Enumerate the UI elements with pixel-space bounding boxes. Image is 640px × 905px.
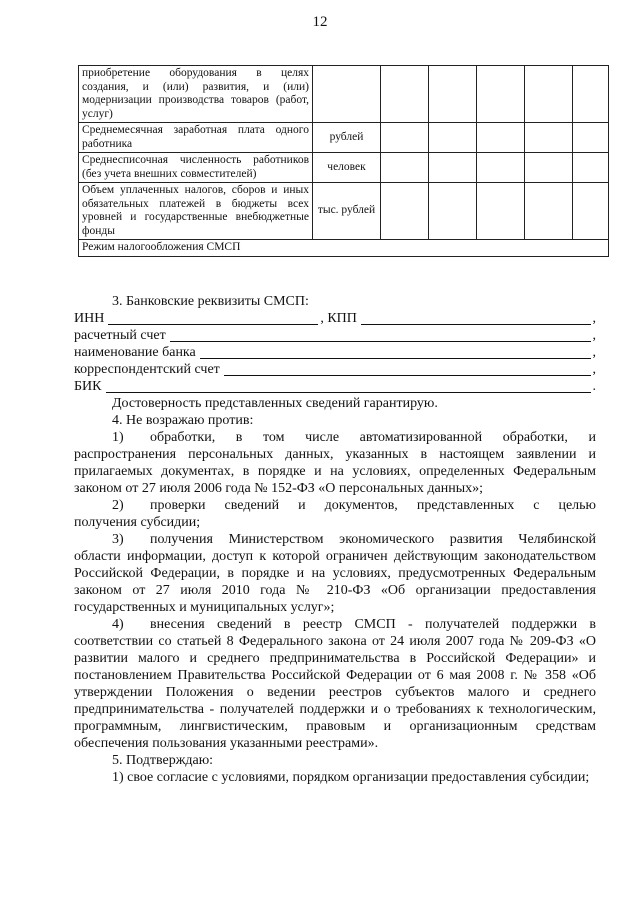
table-row	[79, 123, 609, 153]
row-unit: рублей	[313, 123, 381, 153]
value-cell	[573, 153, 609, 183]
list-item	[74, 531, 596, 616]
item-text: области информации, доступ к которой ограничен действующим законодательством Российской Федерации, в порядке и на условиях, предусмотренных Федеральным законом от 27 июля 2010 года № 210-ФЗ «Об организации предоставления государственных и муниципальных услуг»;	[74, 549, 596, 615]
item-number: 3)	[112, 532, 124, 547]
value-cell	[429, 66, 477, 123]
row-unit	[313, 66, 381, 123]
comma: ,	[592, 328, 596, 343]
item-text: получения субсидии;	[74, 515, 201, 530]
item-first-line: обработки, в том числе автоматизированной обработки, и	[150, 430, 596, 445]
guarantee-text: Достоверность представленных сведений гарантирую.	[112, 396, 438, 411]
item-number: 4)	[112, 617, 124, 632]
page-number: 12	[312, 14, 328, 30]
account-field	[74, 327, 596, 344]
corr-account-label: корреспондентский счет	[74, 362, 220, 377]
row-label: Среднесписочная численность работников (без учета внешних совместителей)	[79, 153, 313, 183]
item-number: 1)	[112, 430, 124, 445]
item-text: распространения персональных данных, указанных в настоящем заявлении и прилагаемых документах, в порядке и на условиях, определенных Федеральным законом от 27 июля 2006 года № 152-ФЗ «О персональных данных»;	[74, 447, 596, 496]
section3-heading: 3. Банковские реквизиты СМСП:	[112, 294, 309, 309]
list-item	[74, 616, 596, 752]
table-row	[79, 183, 609, 240]
value-cell	[525, 66, 573, 123]
kpp-blank[interactable]	[361, 312, 591, 325]
value-cell	[381, 123, 429, 153]
row-unit: человек	[313, 153, 381, 183]
table-row	[79, 240, 609, 257]
value-cell	[525, 153, 573, 183]
comma: ,	[592, 362, 596, 377]
section4-heading: 4. Не возражаю против:	[112, 413, 254, 428]
item-text: соответствии со статьей 8 Федерального закона от 24 июля 2007 года № 209-ФЗ «О развитии малого и среднего предпринимательства в Российской Федерации» и постановлением Правительства Российской Федерации от 6 мая 2008 г. № 358 «Об утверждении Положения о ведении реестров субъектов малого и среднего предпринимательства - получателей поддержки и о требованиях к технологическим, программным, лингвистическим, правовым и организационным средствам обеспечения пользования указанными реестрами».	[74, 634, 596, 751]
value-cell	[525, 123, 573, 153]
bank-label: наименование банка	[74, 345, 196, 360]
inn-kpp-field	[74, 310, 596, 327]
item-first-line: проверки сведений и документов, представленных с целью	[150, 498, 596, 513]
item-first-line: получения Министерством экономического развития Челябинской	[150, 532, 596, 547]
section5-item: 1) свое согласие с условиями, порядком организации предоставления субсидии;	[112, 770, 590, 785]
list-item	[74, 497, 596, 531]
inn-label: ИНН	[74, 311, 105, 326]
inn-blank[interactable]	[108, 312, 318, 325]
value-cell	[477, 183, 525, 240]
comma: ,	[592, 345, 596, 360]
value-cell	[429, 123, 477, 153]
corr-account-field	[74, 361, 596, 378]
value-cell	[477, 123, 525, 153]
row-label: Объем уплаченных налогов, сборов и иных обязательных платежей в бюджеты всех уровней и государственные внебюджетные фонды	[79, 183, 313, 240]
value-cell	[381, 66, 429, 123]
row-label: Среднемесячная заработная плата одного работника	[79, 123, 313, 153]
table-row	[79, 66, 609, 123]
tax-regime-row: Режим налогообложения СМСП	[79, 240, 609, 257]
value-cell	[573, 183, 609, 240]
period: .	[592, 379, 596, 394]
account-blank[interactable]	[170, 329, 591, 342]
bik-field	[74, 378, 596, 395]
comma: ,	[592, 311, 596, 326]
bank-blank[interactable]	[200, 346, 591, 359]
account-label: расчетный счет	[74, 328, 166, 343]
indicators-table	[78, 65, 609, 257]
value-cell	[429, 153, 477, 183]
value-cell	[381, 183, 429, 240]
bik-label: БИК	[74, 379, 102, 394]
list-item	[74, 429, 596, 497]
kpp-label: , КПП	[320, 311, 357, 326]
document-body	[74, 293, 596, 786]
row-label: приобретение оборудования в целях создания, и (или) развития, и (или) модернизации производства товаров (работ, услуг)	[79, 66, 313, 123]
value-cell	[573, 123, 609, 153]
bik-blank[interactable]	[106, 380, 591, 393]
item-first-line: внесения сведений в реестр СМСП - получателей поддержки в	[150, 617, 596, 632]
value-cell	[477, 153, 525, 183]
section5-heading: 5. Подтверждаю:	[112, 753, 214, 768]
value-cell	[381, 153, 429, 183]
table-row	[79, 153, 609, 183]
value-cell	[573, 66, 609, 123]
corr-account-blank[interactable]	[224, 363, 591, 376]
item-number: 2)	[112, 498, 124, 513]
value-cell	[429, 183, 477, 240]
bank-field	[74, 344, 596, 361]
value-cell	[477, 66, 525, 123]
row-unit: тыс. рублей	[313, 183, 381, 240]
value-cell	[525, 183, 573, 240]
